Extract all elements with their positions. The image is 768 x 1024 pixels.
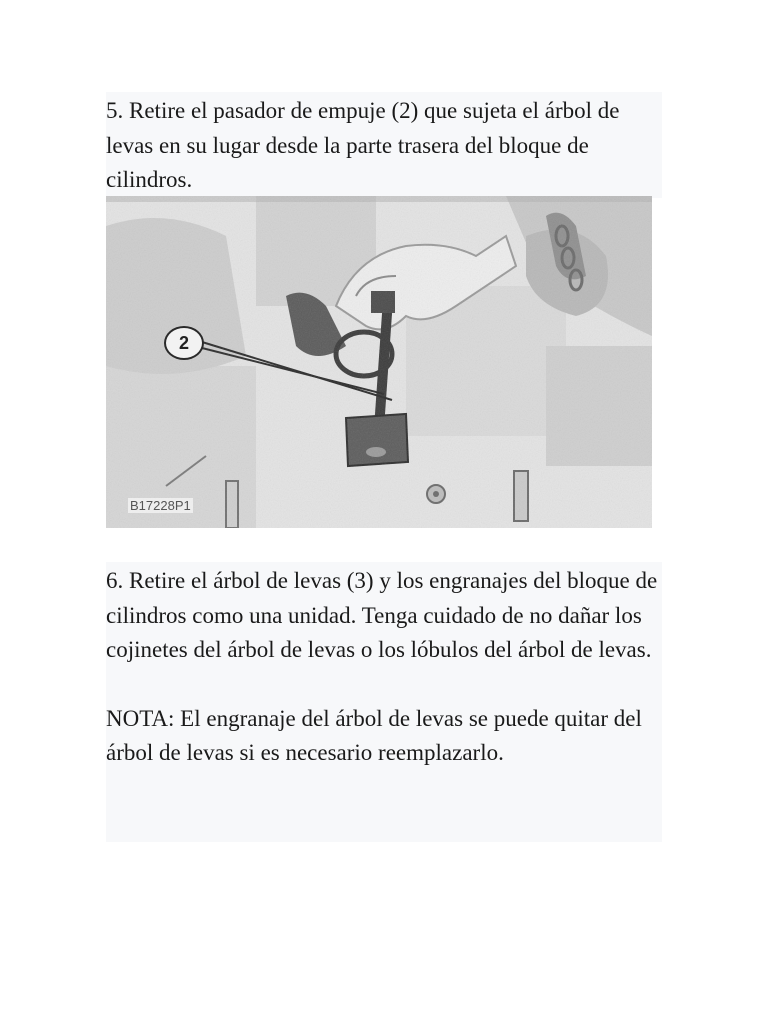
engine-photo-illustration	[106, 196, 652, 528]
engine-photo	[106, 196, 652, 528]
callout-marker	[164, 326, 204, 360]
step-6-text: 6. Retire el árbol de levas (3) y los engranajes del bloque de cilindros como una unidad. Tenga cuidado de no dañar los cojinetes del árbol de levas o los lóbulos del árbol de levas.	[106, 568, 658, 662]
step-5-block	[106, 92, 662, 198]
note-text: NOTA: El engranaje del árbol de levas se puede quitar del árbol de levas si es necesario reemplazarlo.	[106, 705, 642, 765]
step-5-text: 5. Retire el pasador de empuje (2) que sujeta el árbol de levas en su lugar desde la parte trasera del bloque de cilindros.	[106, 98, 620, 192]
step-6-block	[106, 562, 662, 842]
callout-number: 2	[178, 332, 189, 353]
image-code: B17228P1	[130, 498, 191, 513]
